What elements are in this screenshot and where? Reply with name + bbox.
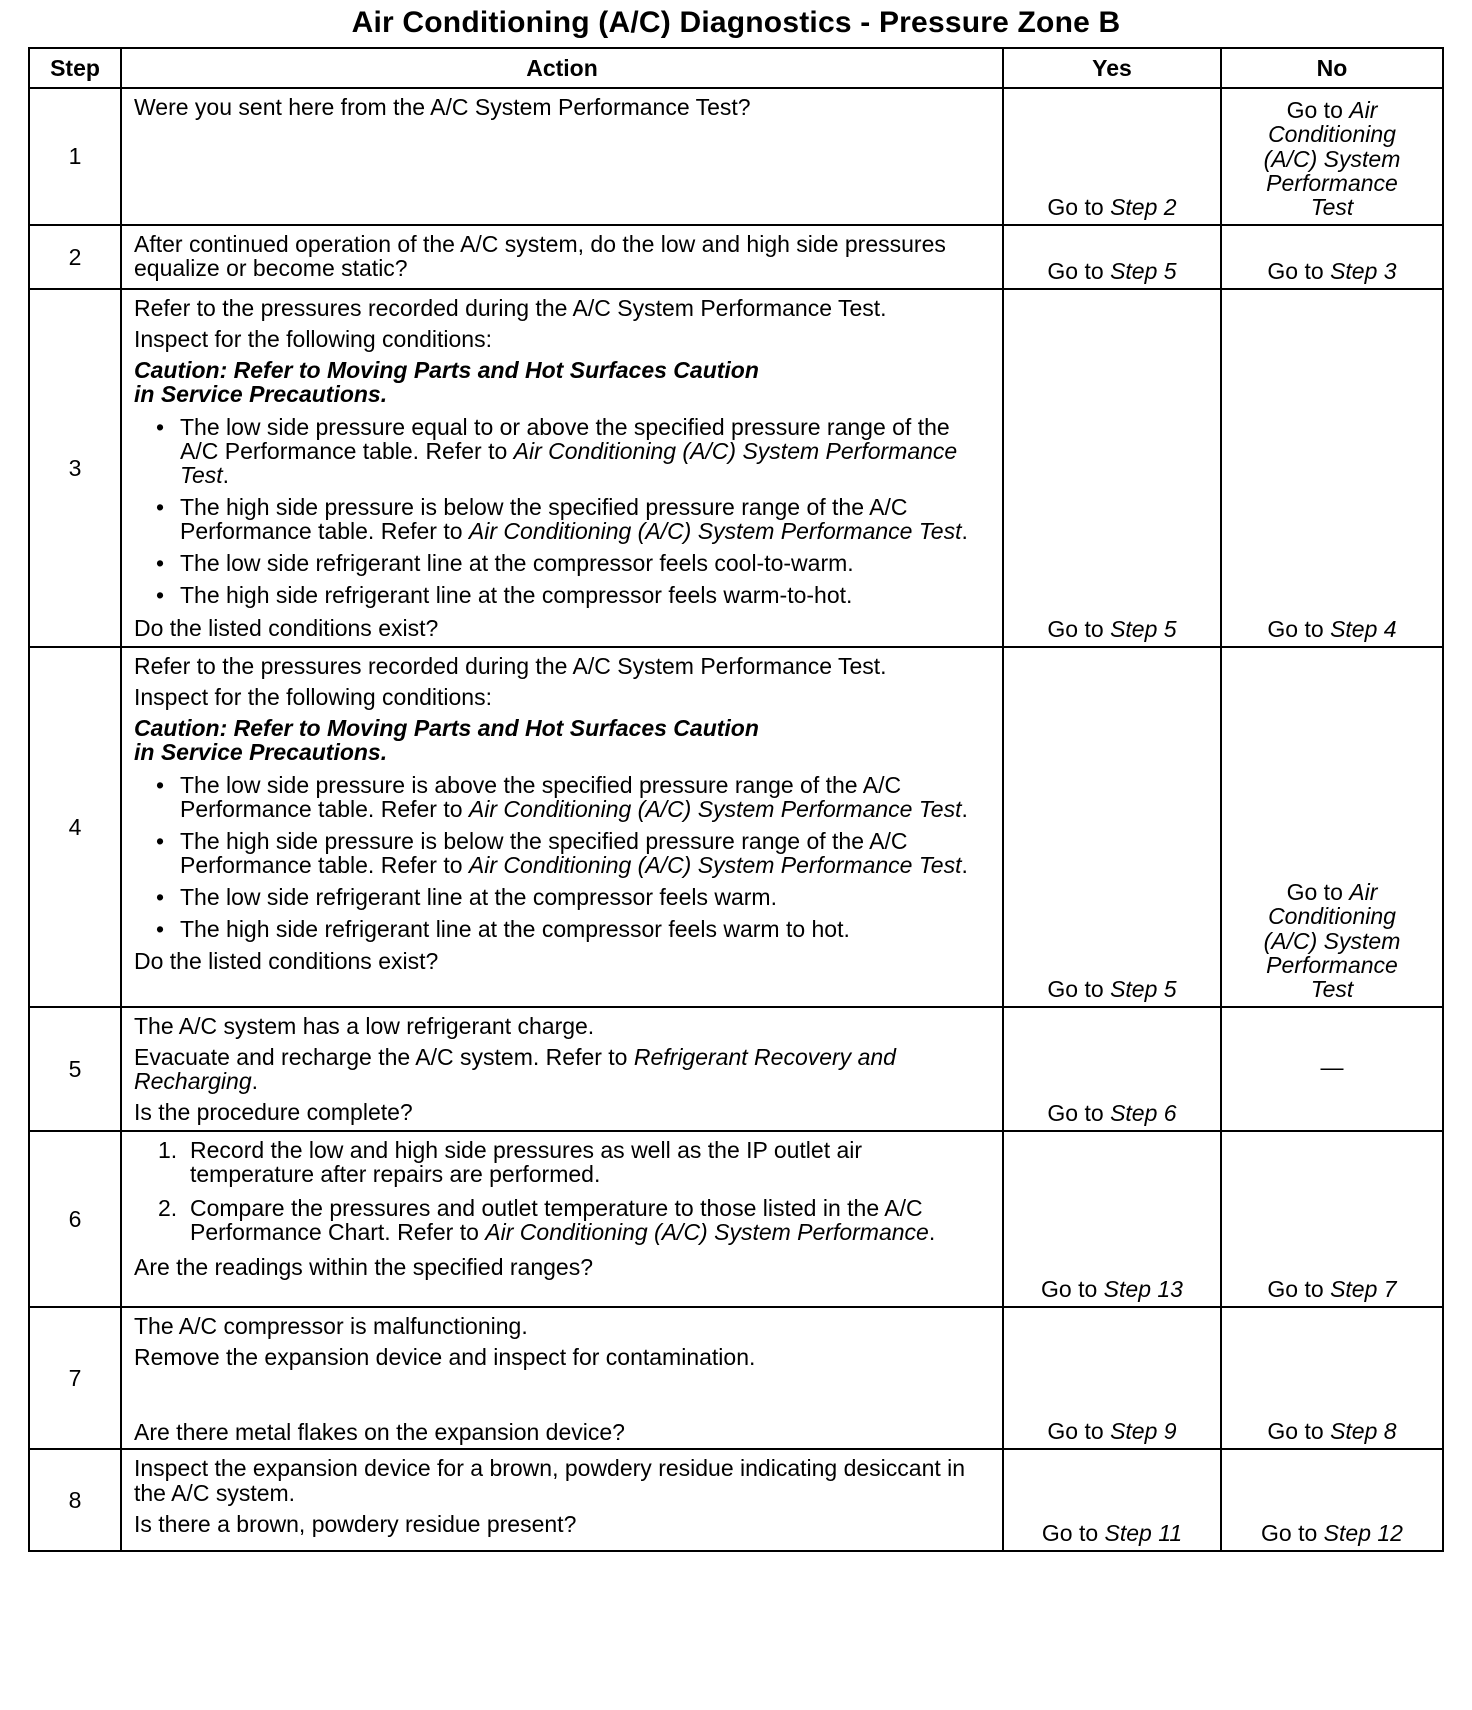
list-item: • The high side refrigerant line at the compressor feels warm-to-hot.: [134, 583, 992, 607]
inspect-text: Inspect for the following conditions:: [134, 326, 492, 353]
list-item: • The high side pressure is below the specified pressure range of the A/C Performance table. Refer to Air Conditioning (A/C) System Performance Test.: [134, 829, 992, 877]
list-item: • The high side pressure is below the specified pressure range of the A/C Performance table. Refer to Air Conditioning (A/C) System Performance Test.: [134, 495, 992, 543]
action-cell: [121, 289, 1003, 647]
question-text: Were you sent here from the A/C System Performance Test?: [134, 94, 751, 120]
action-cell: [121, 1449, 1003, 1551]
step-number: 1: [29, 88, 121, 225]
step-number: 6: [29, 1131, 121, 1307]
no-cell: [1221, 1449, 1443, 1551]
reference-link[interactable]: Refrigerant Recovery and Recharging: [134, 1044, 896, 1095]
step-number: 7: [29, 1307, 121, 1449]
question-text: Are there metal flakes on the expansion device?: [134, 1419, 625, 1446]
no-step-link[interactable]: Step 3: [1330, 257, 1397, 284]
yes-step-link[interactable]: Step 11: [1104, 1520, 1183, 1547]
caution-text: Caution: Refer to Moving Parts and Hot Surfaces Caution in Service Precautions.: [134, 715, 759, 766]
no-prefix: Go to: [1261, 1520, 1324, 1547]
instruction-text: Inspect the expansion device for a brown, powdery residue indicating desiccant in the A/C system.: [134, 1455, 966, 1506]
no-cell: [1221, 647, 1443, 1007]
yes-step-link[interactable]: Step 5: [1110, 257, 1177, 284]
yes-prefix: Go to: [1047, 1418, 1111, 1445]
procedure-list: [134, 1138, 992, 1245]
list-item: • The low side refrigerant line at the compressor feels warm.: [134, 885, 992, 909]
table-row: [29, 225, 1443, 289]
no-cell: [1221, 1007, 1443, 1131]
condition-list: [134, 415, 992, 608]
table-row: [29, 1007, 1443, 1131]
question-text: Are the readings within the specified ranges?: [134, 1253, 594, 1280]
header-no: No: [1221, 48, 1443, 88]
yes-prefix: Go to: [1041, 1520, 1105, 1547]
step-number: 8: [29, 1449, 121, 1551]
no-ref-link[interactable]: Air Conditioning (A/C) System Performance Test: [1263, 97, 1401, 220]
caution-text: Caution: Refer to Moving Parts and Hot Surfaces Caution in Service Precautions.: [134, 357, 759, 408]
table-row: [29, 1449, 1443, 1551]
action-cell: [121, 225, 1003, 289]
yes-cell: [1003, 647, 1221, 1007]
step-number: 5: [29, 1007, 121, 1131]
no-cell: [1221, 1131, 1443, 1307]
no-prefix: Go to: [1267, 257, 1331, 284]
reference-link[interactable]: Air Conditioning (A/C) System Performance Test: [468, 851, 962, 878]
no-cell: [1221, 225, 1443, 289]
action-cell: [121, 647, 1003, 1007]
no-cell: [1221, 1307, 1443, 1449]
list-item: 2. Compare the pressures and outlet temperature to those listed in the A/C Performance Chart. Refer to Air Conditioning (A/C) System Performance.: [158, 1195, 936, 1246]
no-cell: [1221, 289, 1443, 647]
yes-prefix: Go to: [1047, 257, 1111, 284]
reference-link[interactable]: Air Conditioning (A/C) System Performance Test: [180, 437, 958, 488]
no-prefix: Go to: [1267, 1418, 1331, 1445]
intro-text: Refer to the pressures recorded during the A/C System Performance Test.: [134, 653, 887, 679]
yes-prefix: Go to: [1047, 193, 1111, 220]
statement-text: The A/C compressor is malfunctioning.: [134, 1313, 528, 1339]
no-step-link[interactable]: Step 4: [1330, 615, 1397, 642]
page-title: Air Conditioning (A/C) Diagnostics - Pressure Zone B: [351, 6, 1121, 39]
no-step-link[interactable]: Step 12: [1323, 1520, 1403, 1547]
no-ref-link[interactable]: Air Conditioning (A/C) System Performance Test: [1263, 879, 1401, 1002]
no-prefix: Go to: [1267, 1275, 1331, 1302]
yes-cell: [1003, 1131, 1221, 1307]
no-step-link[interactable]: Step 8: [1330, 1418, 1397, 1445]
table-row: [29, 88, 1443, 225]
instruction-text: Remove the expansion device and inspect for contamination.: [134, 1344, 756, 1371]
yes-cell: [1003, 1307, 1221, 1449]
step-number: 2: [29, 225, 121, 289]
list-item: • The low side refrigerant line at the compressor feels cool-to-warm.: [134, 551, 992, 575]
yes-cell: [1003, 88, 1221, 225]
no-dash: —: [1320, 1054, 1344, 1081]
question-text: Do the listed conditions exist?: [134, 614, 439, 641]
condition-list: [134, 773, 992, 942]
header-row: [29, 48, 1443, 88]
yes-cell: [1003, 1007, 1221, 1131]
inspect-text: Inspect for the following conditions:: [134, 684, 492, 711]
intro-text: Refer to the pressures recorded during the A/C System Performance Test.: [134, 295, 887, 321]
reference-link[interactable]: Air Conditioning (A/C) System Performance Test: [468, 795, 962, 822]
step-number: 3: [29, 289, 121, 647]
statement-text: The A/C system has a low refrigerant charge.: [134, 1013, 595, 1039]
yes-step-link[interactable]: Step 5: [1110, 615, 1177, 642]
list-item: 1. Record the low and high side pressures as well as the IP outlet air temperature after repairs are performed.: [158, 1137, 863, 1188]
yes-prefix: Go to: [1047, 975, 1111, 1002]
header-action: Action: [121, 48, 1003, 88]
table-row: [29, 1131, 1443, 1307]
no-step-link[interactable]: Step 7: [1330, 1275, 1397, 1302]
yes-prefix: Go to: [1041, 1275, 1104, 1302]
yes-cell: [1003, 225, 1221, 289]
no-prefix: Go to: [1286, 97, 1350, 124]
action-cell: [121, 1131, 1003, 1307]
yes-step-link[interactable]: Step 5: [1110, 975, 1177, 1002]
no-cell: [1221, 88, 1443, 225]
yes-cell: [1003, 1449, 1221, 1551]
instruction-text: Evacuate and recharge the A/C system. Refer to Refrigerant Recovery and Recharging.: [134, 1044, 896, 1095]
diagnostic-table: [28, 47, 1444, 1552]
yes-step-link[interactable]: Step 9: [1110, 1418, 1177, 1445]
reference-link[interactable]: Air Conditioning (A/C) System Performance: [485, 1219, 929, 1246]
step-number: 4: [29, 647, 121, 1007]
yes-prefix: Go to: [1047, 615, 1111, 642]
question-text: Is there a brown, powdery residue present?: [134, 1510, 577, 1537]
question-text: After continued operation of the A/C system, do the low and high side pressures equalize or become static?: [134, 231, 946, 282]
list-item: • The low side pressure equal to or above the specified pressure range of the A/C Performance table. Refer to Air Conditioning (A/C) System Performance Test.: [134, 415, 992, 487]
reference-link[interactable]: Air Conditioning (A/C) System Performance Test: [468, 518, 962, 545]
header-step: Step: [29, 48, 121, 88]
list-item: • The low side pressure is above the specified pressure range of the A/C Performance table. Refer to Air Conditioning (A/C) System Performance Test.: [134, 773, 992, 821]
table-row: [29, 1307, 1443, 1449]
yes-step-link[interactable]: Step 2: [1110, 193, 1177, 220]
action-cell: [121, 1007, 1003, 1131]
action-cell: [121, 88, 1003, 225]
question-text: Do the listed conditions exist?: [134, 948, 439, 975]
yes-step-link[interactable]: Step 13: [1103, 1275, 1183, 1302]
table-row: [29, 289, 1443, 647]
yes-cell: [1003, 289, 1221, 647]
header-yes: Yes: [1003, 48, 1221, 88]
no-prefix: Go to: [1286, 879, 1350, 906]
question-text: Is the procedure complete?: [134, 1099, 413, 1126]
table-row: [29, 647, 1443, 1007]
no-prefix: Go to: [1267, 615, 1331, 642]
yes-prefix: Go to: [1047, 1099, 1111, 1126]
action-cell: [121, 1307, 1003, 1449]
yes-step-link[interactable]: Step 6: [1110, 1099, 1177, 1126]
list-item: • The high side refrigerant line at the compressor feels warm to hot.: [134, 917, 992, 941]
